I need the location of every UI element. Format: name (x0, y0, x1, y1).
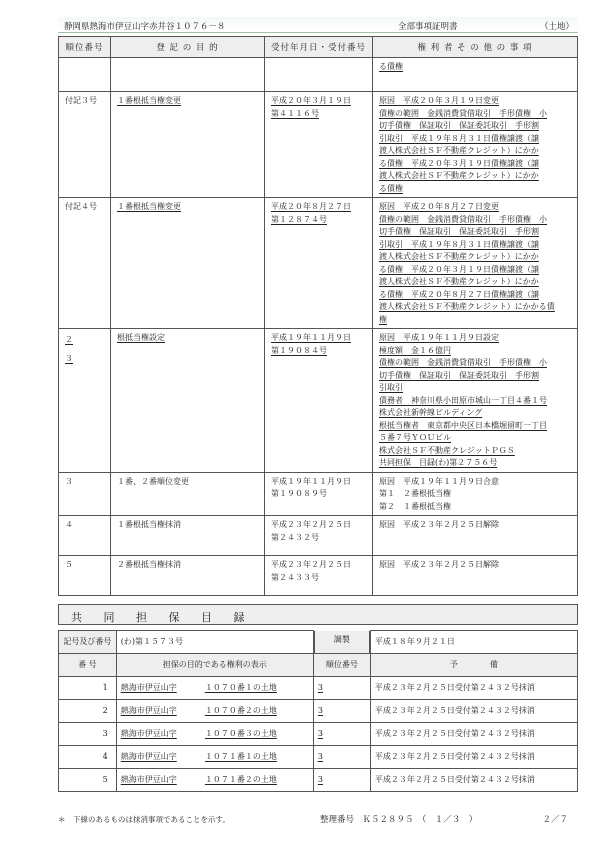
certificate-title: 全部事項証明書 (398, 22, 458, 32)
joint-row-lot: １０７１番２の土地 (201, 769, 313, 792)
joint-row-place: 熱海市伊豆山字 (116, 700, 201, 723)
details-cell (373, 329, 578, 473)
joint-collateral-title: 共 同 担 保 目 録 (58, 604, 578, 625)
details-line: る債権 平成２０年３月１９日債権譲渡（譲 (379, 158, 539, 168)
rights-row (59, 516, 578, 556)
rank-number: 付記４号 (65, 202, 97, 211)
details-line: 第１ ２番根抵当権 (379, 489, 451, 498)
details-line: ５番７号ＹＯＵビル (379, 433, 451, 442)
details-line: 原因 平成２３年２月２５日解除 (379, 520, 499, 529)
joint-row-number: 5 (59, 769, 117, 792)
header-receipt: 受付年月日・受付番号 (265, 37, 373, 58)
details-line: 債権の範囲 金銭消費貸借取引 手形債権 小 (379, 108, 547, 118)
details-line: 債権の範囲 金銭消費貸借取引 手形債権 小 (379, 358, 547, 367)
details-line: る債権 平成２０年３月１９日債権譲渡（譲 (379, 264, 539, 274)
joint-row-note: 平成２３年２月２５日受付第２４３２号抹消 (370, 723, 577, 746)
details-line: 切手債権 保証取引 保証委託取引 手形割 (379, 370, 539, 380)
page-number: ２／７ (542, 815, 568, 825)
details-line: 債務者 神奈川県小田原市城山一丁目４番１号 (379, 395, 547, 405)
header-rank: 順位番号 (59, 37, 111, 58)
rights-table-header (59, 37, 578, 58)
header-purpose: 登 記 の 目 的 (111, 37, 265, 58)
receipt-line: 平成２０年３月１９日 (271, 96, 351, 105)
details-line: 渡人株式会社ＳＦ不動産クレジット）にかかる債 (379, 302, 555, 311)
details-cell (373, 198, 578, 329)
joint-row-lot: １０７１番１の土地 (201, 746, 313, 769)
receipt-cell (265, 472, 373, 516)
rights-row (59, 198, 578, 329)
rank-number-secondary: ３ (65, 354, 73, 363)
details-cell (373, 472, 578, 516)
rights-row (59, 58, 578, 92)
purpose-text: １番根抵当権変更 (117, 96, 181, 105)
details-line: 原因 平成１９年１１月９日合意 (379, 476, 499, 486)
joint-collateral-table (58, 630, 578, 792)
joint-row-lot: １０７０番２の土地 (201, 700, 313, 723)
receipt-cell (265, 329, 373, 473)
details-line: る債権 (379, 183, 403, 193)
joint-row (59, 700, 578, 723)
receipt-cell (265, 58, 373, 92)
details-cell (373, 516, 578, 556)
purpose-cell (111, 516, 265, 556)
details-line: 引取引 平成１９年８月３１日債権譲渡（譲 (379, 239, 539, 249)
details-cell (373, 58, 578, 92)
rank-cell (59, 516, 111, 556)
rights-row (59, 92, 578, 198)
details-line: 原因 平成２０年８月２７日変更 (379, 202, 499, 211)
details-line: 原因 平成１９年１１月９日設定 (379, 333, 499, 342)
joint-row-place: 熱海市伊豆山字 (116, 769, 201, 792)
details-line: 渡人株式会社ＳＦ不動産クレジット）にかか (379, 171, 539, 180)
joint-row-rank: 3 (313, 677, 370, 700)
details-line: 株式会社ＳＦ不動産クレジットＰＧＳ (379, 445, 515, 455)
rights-row (59, 329, 578, 473)
receipt-cell (265, 92, 373, 198)
joint-row-number: 1 (59, 677, 117, 700)
joint-row-number: 2 (59, 700, 117, 723)
joint-row-note: 平成２３年２月２５日受付第２４３２号抹消 (370, 769, 577, 792)
details-cell (373, 556, 578, 596)
receipt-line: 第２４３２号 (271, 532, 319, 542)
joint-row-note: 平成２３年２月２５日受付第２４３２号抹消 (370, 700, 577, 723)
receipt-line: 第４１１６号 (271, 108, 319, 118)
joint-row-rank: 3 (313, 700, 370, 723)
rank-cell (59, 58, 111, 92)
details-line: 引取引 (379, 383, 403, 392)
document-footer (58, 814, 578, 828)
details-line: 原因 平成２０年３月１９日変更 (379, 96, 499, 105)
rank-cell (59, 472, 111, 516)
serial-number: 整理番号 Ｋ５２８９５ （ １／３ ） (320, 815, 478, 825)
joint-header-rank: 順位番号 (313, 654, 370, 677)
joint-row-lot: １０７０番３の土地 (201, 723, 313, 746)
details-line: 渡人株式会社ＳＦ不動産クレジット）にかか (379, 277, 539, 286)
rank-cell (59, 556, 111, 596)
joint-header-right: 担保の目的である権利の表示 (116, 654, 313, 677)
details-line: 権 (379, 314, 387, 324)
purpose-cell (111, 198, 265, 329)
rank-number: ４ (65, 520, 73, 529)
details-line: 切手債権 保証取引 保証委託取引 手形割 (379, 121, 539, 130)
joint-date-label: 調製 (314, 631, 370, 654)
receipt-line: 平成２３年２月２５日 (271, 520, 351, 529)
receipt-line: 第２４３３号 (271, 572, 319, 582)
purpose-cell (111, 329, 265, 473)
rank-cell (59, 329, 111, 473)
details-line: 渡人株式会社ＳＦ不動産クレジット）にかか (379, 146, 539, 155)
joint-row-place: 熱海市伊豆山字 (116, 746, 201, 769)
joint-row (59, 746, 578, 769)
header-details: 権 利 者 そ の 他 の 事 項 (373, 37, 578, 58)
purpose-text: 根抵当権設定 (117, 333, 165, 342)
rights-row (59, 556, 578, 596)
underline-note: ＊ 下線のあるものは抹消事項であることを示す。 (58, 815, 230, 824)
receipt-line: 平成２３年２月２５日 (271, 560, 351, 569)
joint-row-number: 4 (59, 746, 117, 769)
details-cell (373, 92, 578, 198)
joint-header-no: 番 号 (59, 654, 117, 677)
document-header (58, 17, 578, 33)
receipt-cell (265, 198, 373, 329)
receipt-line: 平成２０年８月２７日 (271, 202, 351, 211)
receipt-line: 第１９０８４号 (271, 345, 327, 355)
joint-row-rank: 3 (313, 746, 370, 769)
joint-row (59, 677, 578, 700)
joint-id-row (59, 631, 578, 654)
details-line: 引取引 平成１９年８月３１日債権譲渡（譲 (379, 133, 539, 143)
receipt-cell (265, 516, 373, 556)
joint-row-number: 3 (59, 723, 117, 746)
details-line: る債権 (379, 62, 403, 71)
receipt-cell (265, 556, 373, 596)
rank-number: 付記３号 (65, 96, 97, 105)
joint-row (59, 723, 578, 746)
details-line: 株式会社新幹線ビルディング (379, 408, 483, 417)
purpose-text: ２番根抵当権抹消 (117, 560, 181, 569)
details-line: 極度額 金１６億円 (379, 345, 451, 355)
joint-row-place: 熱海市伊豆山字 (116, 723, 201, 746)
joint-row-note: 平成２３年２月２５日受付第２４３２号抹消 (370, 677, 577, 700)
property-address: 静岡県熱海市伊豆山字赤井谷１０７６－８ (64, 22, 226, 32)
joint-id-label: 記号及び番号 (59, 631, 117, 654)
details-line: 共同担保 目録(わ)第２７５６号 (379, 458, 498, 467)
details-line: る債権 平成２０年８月２７日債権譲渡（譲 (379, 289, 539, 299)
joint-row (59, 769, 578, 792)
joint-date-value: 平成１８年９月２１日 (370, 631, 577, 654)
purpose-text: １番、２番順位変更 (117, 476, 189, 486)
purpose-text: １番根抵当権変更 (117, 202, 181, 211)
receipt-line: 第１９０８９号 (271, 489, 327, 498)
purpose-cell (111, 472, 265, 516)
rank-cell (59, 198, 111, 329)
rights-table (58, 36, 578, 596)
rank-number: ５ (65, 560, 73, 569)
details-line: 渡人株式会社ＳＦ不動産クレジット）にかか (379, 252, 539, 261)
joint-row-place: 熱海市伊豆山字 (116, 677, 201, 700)
joint-row-note: 平成２３年２月２５日受付第２４３２号抹消 (370, 746, 577, 769)
joint-id-value: (わ)第１５７３号 (116, 631, 313, 654)
joint-row-rank: 3 (313, 723, 370, 746)
details-line: 原因 平成２３年２月２５日解除 (379, 560, 499, 569)
joint-header-note: 予 備 (370, 654, 577, 677)
joint-row-lot: １０７０番１の土地 (201, 677, 313, 700)
purpose-text: １番根抵当権抹消 (117, 520, 181, 529)
purpose-cell (111, 92, 265, 198)
receipt-line: 平成１９年１１月９日 (271, 333, 351, 342)
receipt-line: 第１２８７４号 (271, 214, 327, 224)
rank-cell (59, 92, 111, 198)
joint-header-row (59, 654, 578, 677)
property-kind: （土地） (539, 22, 574, 32)
rank-number: ２ (65, 335, 73, 344)
details-line: 第２ １番根抵当権 (379, 501, 451, 511)
details-line: 債権の範囲 金銭消費貸借取引 手形債権 小 (379, 214, 547, 224)
purpose-cell (111, 58, 265, 92)
details-line: 切手債権 保証取引 保証委託取引 手形割 (379, 227, 539, 236)
rights-row (59, 472, 578, 516)
rank-number: ３ (65, 476, 73, 486)
purpose-cell (111, 556, 265, 596)
details-line: 根抵当権者 東京都中央区日本橋堀留町一丁目 (379, 420, 547, 430)
receipt-line: 平成１９年１１月９日 (271, 476, 351, 486)
joint-row-rank: 3 (313, 769, 370, 792)
